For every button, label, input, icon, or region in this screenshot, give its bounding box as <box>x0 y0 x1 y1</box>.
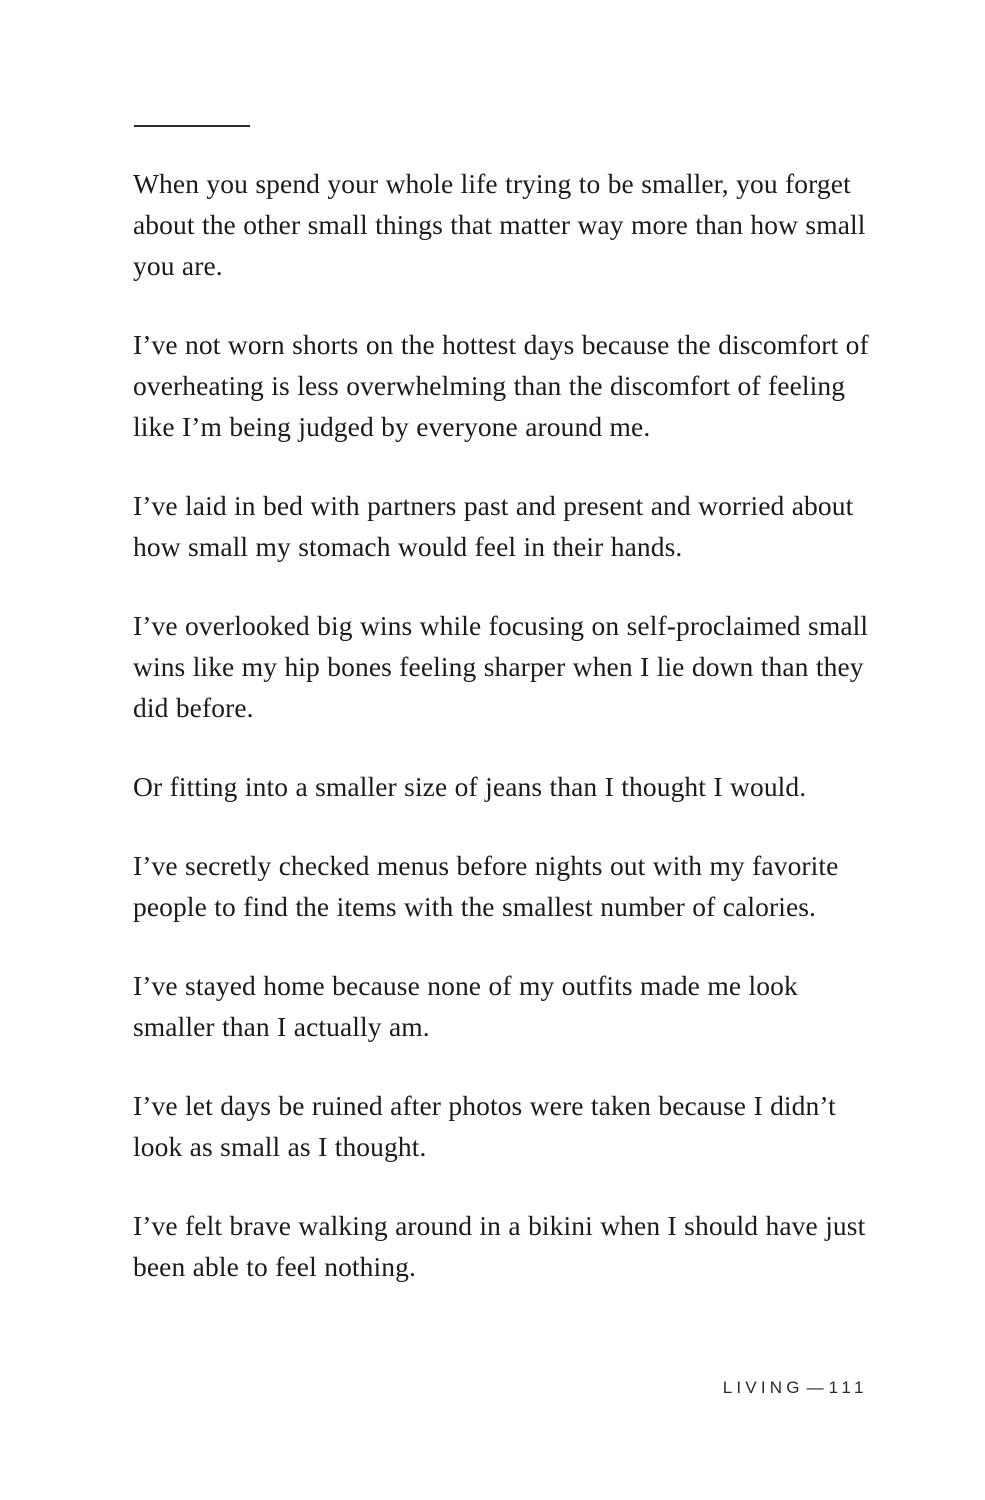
paragraph: When you spend your whole life trying to be smaller, you forget about the other small things that matter way more than how small you are. <box>133 168 866 281</box>
page-content <box>133 125 873 1287</box>
paragraph: I’ve laid in bed with partners past and present and worried about how small my stomach would feel in their hands. <box>133 490 854 562</box>
section-divider-rule <box>134 125 250 127</box>
paragraph: Or fitting into a smaller size of jeans than I thought I would. <box>133 771 807 802</box>
footer-separator: — <box>806 1378 824 1397</box>
paragraph: I’ve secretly checked menus before nights out with my favorite people to find the items with the smallest number of calories. <box>133 850 839 922</box>
paragraph: I’ve felt brave walking around in a bikini when I should have just been able to feel nothing. <box>133 1210 866 1282</box>
paragraph: I’ve overlooked big wins while focusing on self-proclaimed small wins like my hip bones feeling sharper when I lie down than they did before. <box>133 610 869 723</box>
page-number: 111 <box>828 1378 868 1397</box>
paragraph: I’ve stayed home because none of my outfits made me look smaller than I actually am. <box>133 970 798 1042</box>
paragraph: I’ve let days be ruined after photos were taken because I didn’t look as small as I thought. <box>133 1090 836 1162</box>
chapter-label: LIVING <box>722 1378 804 1397</box>
paragraph: I’ve not worn shorts on the hottest days because the discomfort of overheating is less overwhelming than the discomfort of feeling like I’m being judged by everyone around me. <box>133 329 869 442</box>
body-text <box>133 163 873 1287</box>
page-footer <box>0 1378 868 1398</box>
